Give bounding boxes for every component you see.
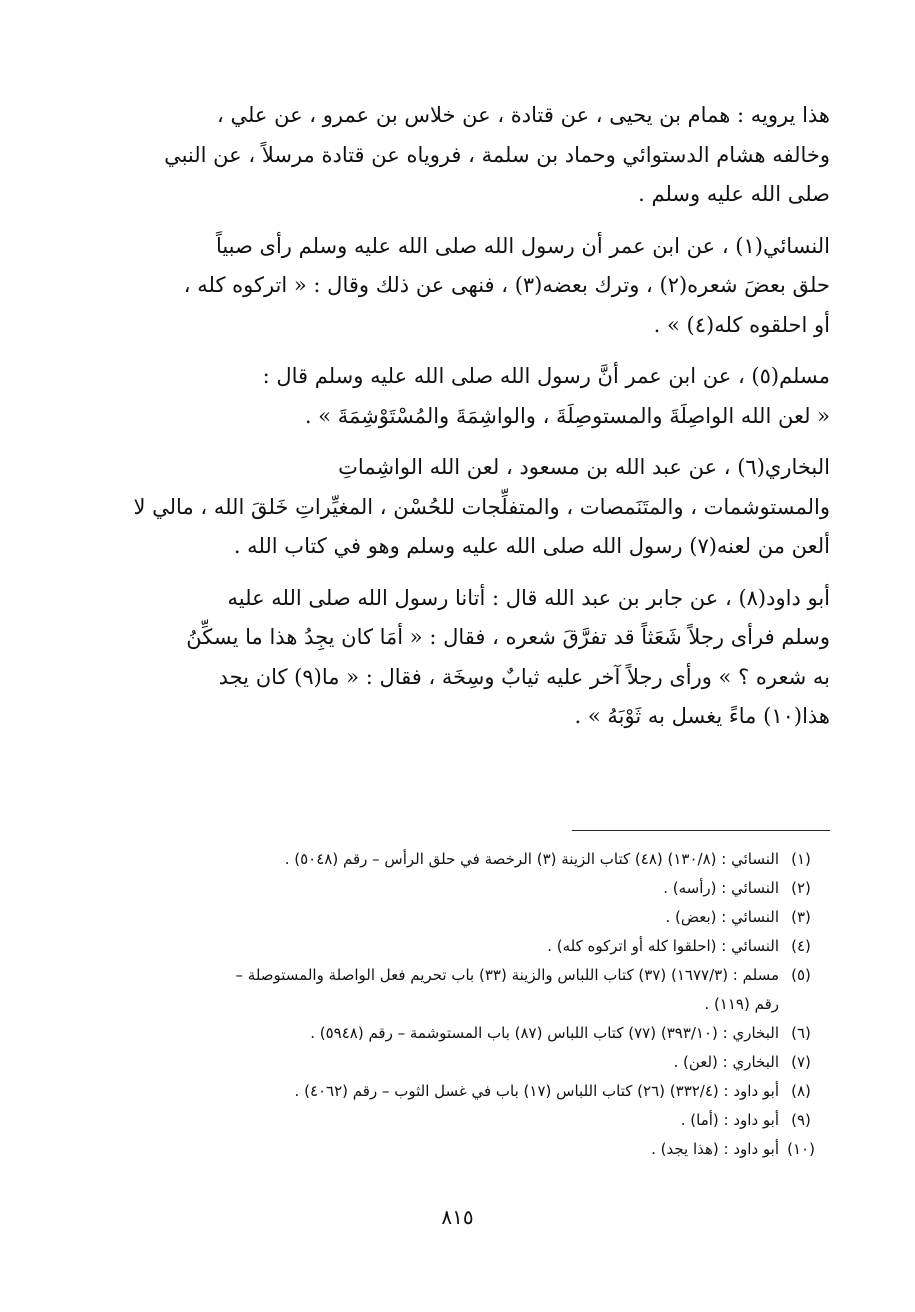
footnote-number: (٨): [791, 1082, 811, 1100]
footnote-text: [132, 1048, 779, 1077]
footnote-text: [132, 874, 779, 903]
paragraph-nasai: [130, 227, 830, 346]
text-line: « لعن الله الواصِلَةَ والمستوصِلَةَ ، والواشِمَةَ والمُسْتَوْشِمَةَ » .: [304, 403, 830, 428]
footnote-line: النسائي : (احلقوا كله أو اتركوه كله) .: [547, 937, 779, 955]
footnote-text: [132, 845, 779, 874]
footnote-line: رقم (١١٩) .: [704, 995, 779, 1013]
footnote-number: (٥): [791, 966, 811, 984]
footnote-line: مسلم : (١٦٧٧/٣) (٣٧) كتاب اللباس والزينة (٣٣) باب تحريم فعل الواصلة والمستوصلة –: [235, 966, 779, 984]
footnote: [132, 845, 823, 874]
footnote-text: [132, 932, 779, 961]
footnote-number: (٧): [791, 1053, 811, 1071]
text-line: هذا يرويه : همام بن يحيى ، عن قتادة ، عن خلاس بن عمرو ، عن علي ،: [217, 103, 830, 127]
footnote-line: النسائي : (١٣٠/٨) (٤٨) كتاب الزينة (٣) الرخصة في حلق الرأس – رقم (٥٠٤٨) .: [284, 850, 779, 868]
text-line: أبو داود(٨) ، عن جابر بن عبد الله قال : أتانا رسول الله صلى الله عليه: [227, 585, 830, 610]
footnote-number: (٤): [791, 937, 811, 955]
text-line: أو احلقوه كله(٤) » .: [653, 312, 830, 337]
main-text: [130, 96, 830, 749]
text-line: وسلم فرأى رجلاً شَعَثاً قد تفرَّقَ شعره ، فقال : « أمَا كان يجِدُ هذا ما يسكِّنُ: [186, 625, 830, 649]
footnotes: [132, 845, 823, 1164]
paragraph-bukhari: [130, 448, 830, 567]
footnote-number: (٩): [791, 1111, 811, 1129]
footnote: [132, 1106, 823, 1135]
footnote: [132, 1135, 823, 1164]
footnote-text: [132, 1019, 779, 1048]
footnote-text: [132, 1106, 779, 1135]
footnote: [132, 1019, 823, 1048]
footnote-number: (١): [791, 850, 811, 868]
text-line: البخاري(٦) ، عن عبد الله بن مسعود ، لعن الله الواشِماتِ: [338, 455, 830, 479]
page-number: ٨١٥: [441, 1205, 474, 1229]
footnote: [132, 903, 823, 932]
footnote-text: [132, 903, 779, 932]
footnote-number: (٦): [791, 1024, 811, 1042]
text-line: وخالفه هشام الدستوائي وحماد بن سلمة ، فروياه عن قتادة مرسلاً ، عن النبي: [164, 142, 830, 167]
footnote-line: أبو داود : (هذا يجد) .: [651, 1140, 779, 1158]
paragraph-abu-dawud: [130, 579, 830, 737]
text-line: به شعره ؟ » ورأى رجلاً آخر عليه ثيابٌ وسِخَة ، فقال : « ما(٩) كان يجد: [218, 664, 830, 689]
footnote: [132, 961, 823, 1019]
footnote-number: (١٠): [787, 1140, 815, 1158]
footnote-number: (٣): [791, 908, 811, 926]
footnote-separator: [572, 830, 830, 831]
footnote-number: (٢): [791, 879, 811, 897]
footnote: [132, 1077, 823, 1106]
footnote-line: البخاري : (٣٩٣/١٠) (٧٧) كتاب اللباس (٨٧) باب المستوشمة – رقم (٥٩٤٨) .: [310, 1024, 779, 1042]
footnote-line: أبو داود : (٣٣٢/٤) (٢٦) كتاب اللباس (١٧) باب في غسل الثوب – رقم (٤٠٦٢) .: [294, 1082, 779, 1100]
text-line: صلى الله عليه وسلم .: [638, 182, 830, 206]
footnote: [132, 1048, 823, 1077]
footnote-text: [132, 1077, 779, 1106]
footnote-line: النسائي : (بعض) .: [665, 908, 779, 926]
footnote-text: [132, 961, 779, 1019]
footnote: [132, 874, 823, 903]
text-line: ألعن من لعنه(٧) رسول الله صلى الله عليه وسلم وهو في كتاب الله .: [233, 534, 830, 558]
text-line: مسلم(٥) ، عن ابن عمر أنَّ رسول الله صلى الله عليه وسلم قال :: [262, 364, 830, 388]
text-line: النسائي(١) ، عن ابن عمر أن رسول الله صلى الله عليه وسلم رأى صبياً: [215, 233, 830, 258]
footnote: [132, 932, 823, 961]
text-line: حلق بعضَ شعره(٢) ، وترك بعضه(٣) ، فنهى عن ذلك وقال : « اتركوه كله ،: [183, 273, 830, 297]
paragraph-muslim: [130, 357, 830, 436]
footnote-line: أبو داود : (أما) .: [680, 1111, 779, 1129]
footnote-text: [132, 1135, 779, 1164]
text-line: هذا(١٠) ماءً يغسل به ثَوْبَهُ » .: [574, 704, 830, 728]
paragraph-hammam: [130, 96, 830, 215]
footnote-line: البخاري : (لعن) .: [673, 1053, 779, 1071]
footnote-line: النسائي : (رأسه) .: [663, 879, 779, 897]
text-line: والمستوشمات ، والمتَنَمصات ، والمتفلِّجات للحُسْن ، المغيِّراتِ خَلقَ الله ، مالي لا: [133, 494, 830, 519]
